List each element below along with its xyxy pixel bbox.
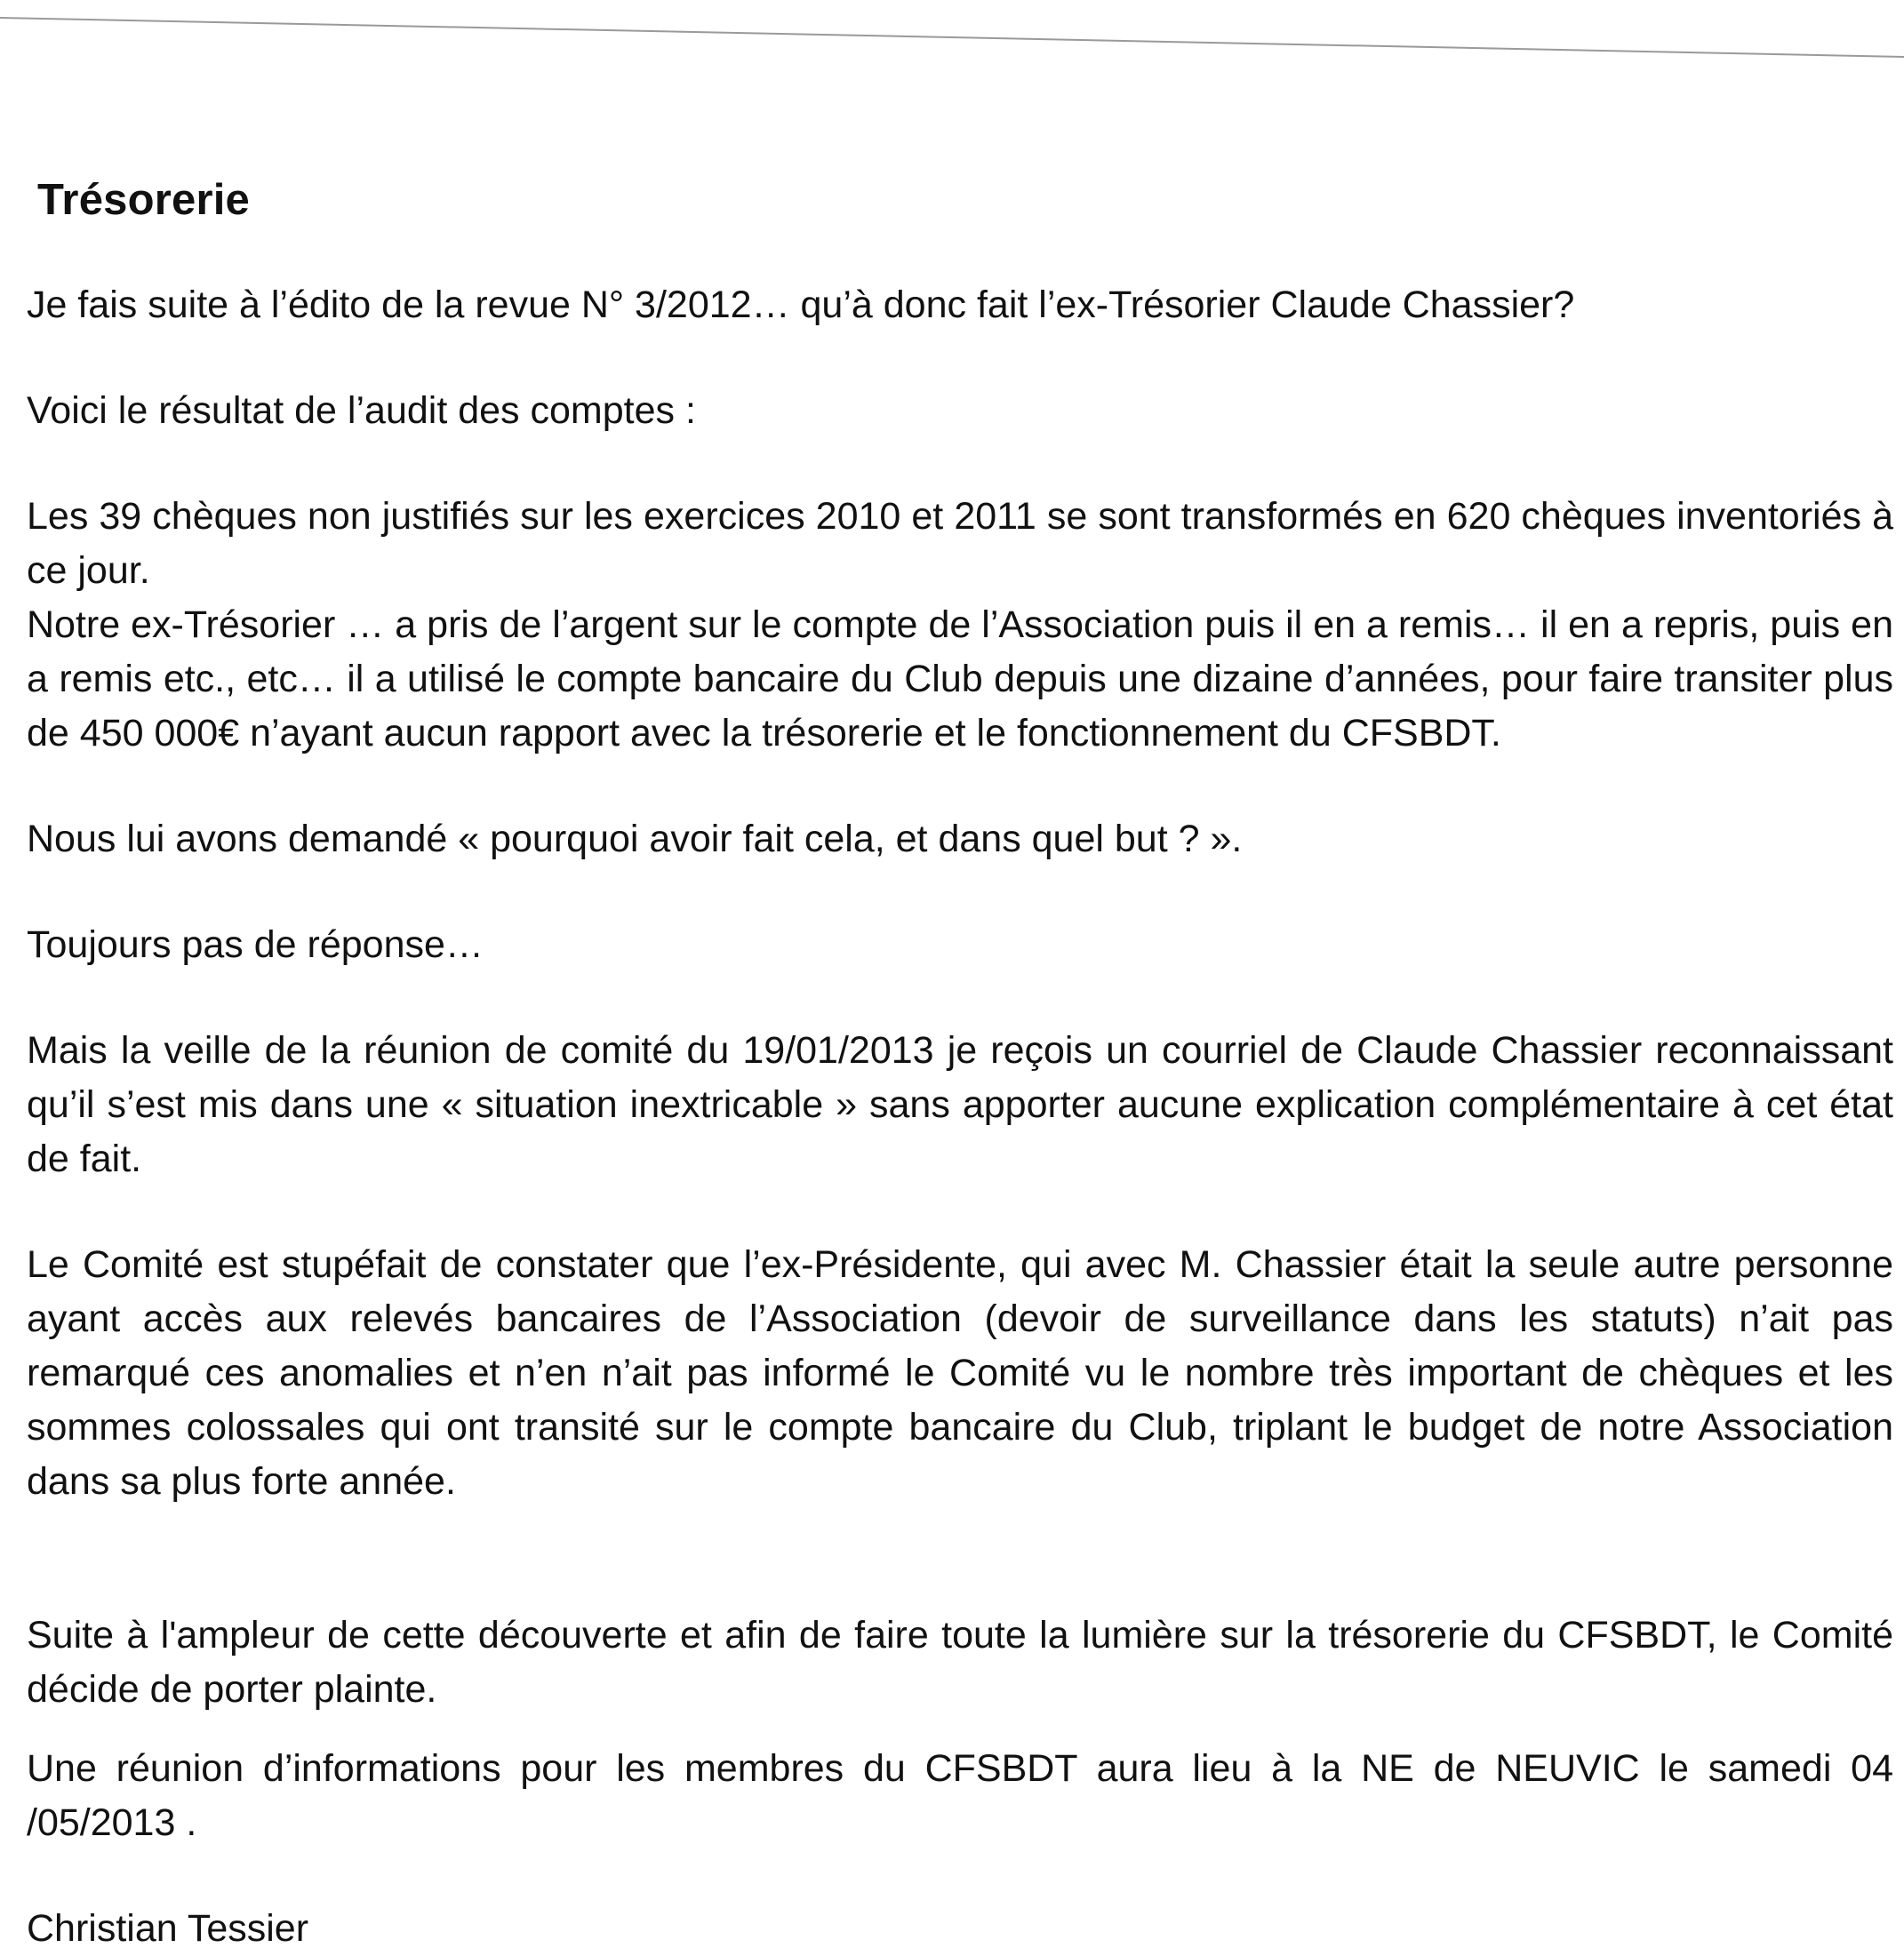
paragraph-intro: Je fais suite à l’édito de la revue N° 3/2012… qu’à donc fait l’ex-Trésorier Claude Chassier? (27, 283, 1575, 326)
paragraph-ex-treasurer: Notre ex-Trésorier … a pris de l’argent sur le compte de l’Association puis il en a remis… il en a repris, puis en a remis etc., etc… il a utilisé le compte bancaire du Club depuis une dizaine d’années, pour faire transiter plus de 450 000€ n’ayant aucun rapport avec la trésorerie et le fonctionnement du CFSBDT. (27, 603, 1893, 754)
document-page (27, 173, 1893, 1956)
paragraph-cheques: Les 39 chèques non justifiés sur les exercices 2010 et 2011 se sont transformés en 620 chèques inventoriés à ce jour. (27, 495, 1893, 592)
paragraph-audit-result: Voici le résultat de l’audit des comptes : (27, 389, 696, 432)
scan-top-edge (0, 0, 1904, 62)
paragraph-no-answer: Toujours pas de réponse… (27, 923, 484, 966)
signature-name: Christian Tessier (27, 1907, 309, 1950)
paragraph-email: Mais la veille de la réunion de comité du 19/01/2013 je reçois un courriel de Claude Chassier reconnaissant qu’il s’est mis dans une « situation inextricable » sans apporter aucune explication complémentaire à cet état de fait. (27, 1029, 1893, 1180)
paragraph-committee: Le Comité est stupéfait de constater que l’ex-Présidente, qui avec M. Chassier était la seule autre personne ayant accès aux relevés bancaires de l’Association (devoir de surveillance dans les statuts) n’ait pas remarqué ces anomalies et n’en n’ait pas informé le Comité vu le nombre très important de chèques et les sommes colossales qui ont transité sur le compte bancaire du Club, triplant le budget de notre Association dans sa plus forte année. (27, 1243, 1893, 1503)
paragraph-question: Nous lui avons demandé « pourquoi avoir fait cela, et dans quel but ? ». (27, 818, 1243, 860)
paragraph-meeting: Une réunion d’informations pour les membres du CFSBDT aura lieu à la NE de NEUVIC le samedi 04 /05/2013 . (27, 1747, 1893, 1844)
paragraph-complaint: Suite à l'ampleur de cette découverte et afin de faire toute la lumière sur la trésorerie du CFSBDT, le Comité décide de porter plainte. (27, 1614, 1893, 1711)
document-title: Trésorerie (37, 176, 250, 224)
